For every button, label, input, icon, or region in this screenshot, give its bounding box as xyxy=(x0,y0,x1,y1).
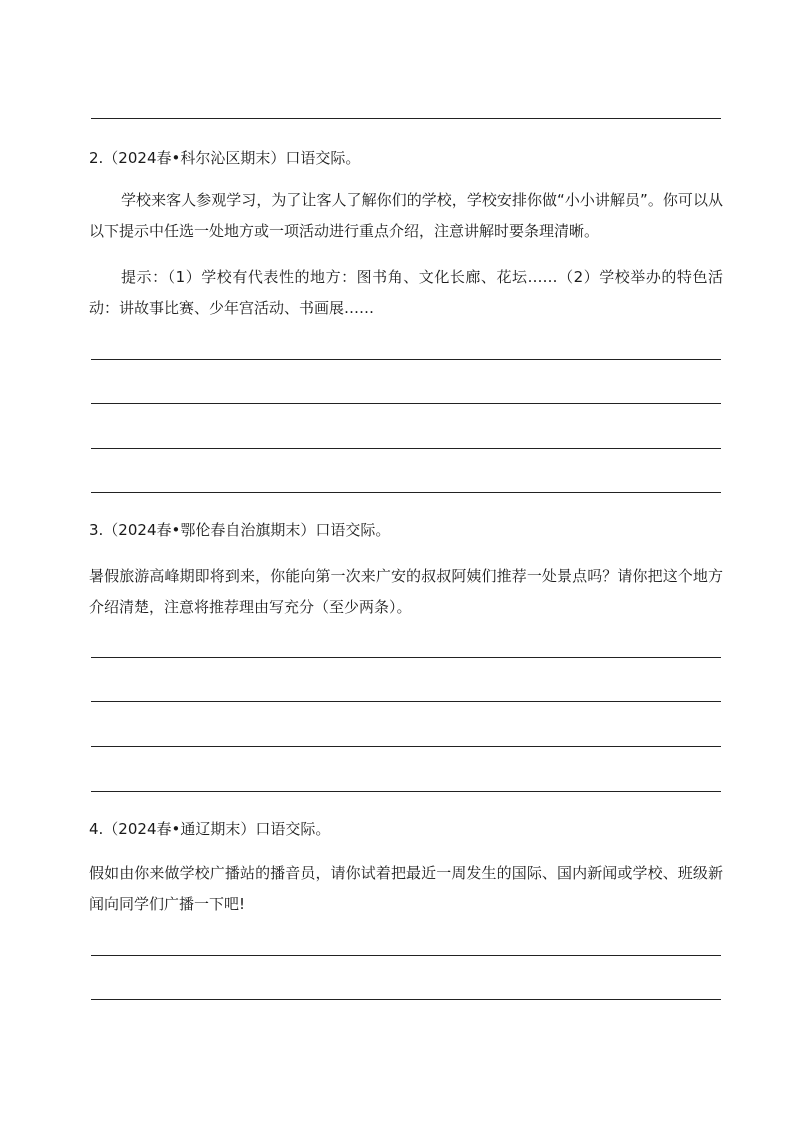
answer-line[interactable] xyxy=(91,492,721,493)
question-2-prompt: 学校来客人参观学习，为了让客人了解你们的学校，学校安排你做“小小讲解员”。你可以从以下提示中任选一处地方或一项活动进行重点介绍，注意讲解时要条理清晰。 xyxy=(89,191,723,240)
answer-line[interactable] xyxy=(91,657,721,658)
question-3-title: 3.（2024春•鄂伦春自治旗期末）口语交际。 xyxy=(89,521,391,539)
answer-line[interactable] xyxy=(91,403,721,404)
question-2-title: 2.（2024春•科尔沁区期末）口语交际。 xyxy=(89,149,361,167)
answer-line[interactable] xyxy=(91,746,721,747)
answer-line[interactable] xyxy=(91,999,721,1000)
answer-line[interactable] xyxy=(91,359,721,360)
answer-line xyxy=(91,118,721,119)
question-4-title: 4.（2024春•通辽期末）口语交际。 xyxy=(89,820,331,838)
question-2-hint: 提示：（1）学校有代表性的地方：图书角、文化长廊、花坛……（2）学校举办的特色活动：讲故事比赛、少年宫活动、书画展…… xyxy=(89,268,723,317)
answer-line[interactable] xyxy=(91,448,721,449)
question-3-prompt: 暑假旅游高峰期即将到来，你能向第一次来广安的叔叔阿姨们推荐一处景点吗？请你把这个地方介绍清楚，注意将推荐理由写充分（至少两条）。 xyxy=(89,567,723,616)
answer-line[interactable] xyxy=(91,791,721,792)
answer-line[interactable] xyxy=(91,955,721,956)
answer-line[interactable] xyxy=(91,701,721,702)
question-4-prompt: 假如由你来做学校广播站的播音员，请你试着把最近一周发生的国际、国内新闻或学校、班级新闻向同学们广播一下吧! xyxy=(89,864,723,913)
